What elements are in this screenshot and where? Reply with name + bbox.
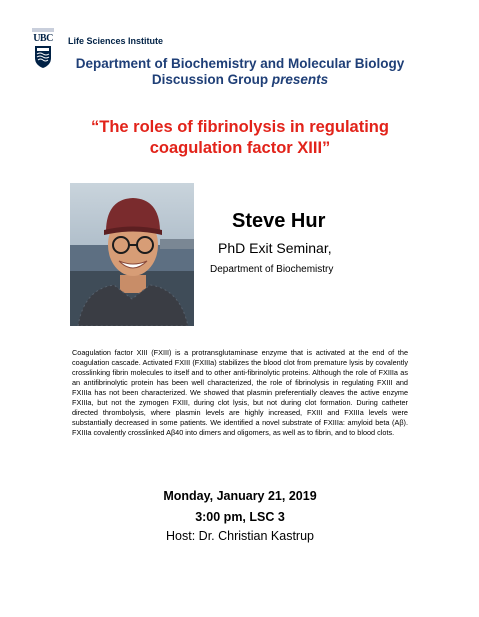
event-time-location: 3:00 pm, LSC 3 (195, 510, 285, 524)
ubc-logo (32, 28, 54, 70)
talk-title-line-2: coagulation factor XIII” (149, 139, 331, 157)
talk-title (40, 117, 440, 159)
ubc-crest-icon (34, 45, 52, 69)
logo-text: UBC (33, 33, 53, 44)
department-title (60, 56, 420, 88)
institute-name: Life Sciences Institute (68, 36, 164, 46)
speaker-department: Department of Biochemistry (210, 264, 334, 275)
seminar-type: PhD Exit Seminar, (218, 240, 332, 256)
abstract-text: Coagulation factor XIII (FXIII) is a protransglutaminase enzyme that is activated at the end of the coagulation cascade. Activated FXIII (FXIIIa) stabilizes the blood clot from premature lysis by covalently crosslinking fibrin molecules to itself and to other anti-fibrinolytic proteins. Although the role of FXIIIa as an antifibrinolytic protein has been well characterized, the role of fibrinolysis in regulating FXIII and FXIIIa has not been characterized. We showed that plasmin preferentially cleaves the active enzyme FXIIIa, but not the zymogen FXIII, during clot lysis, but not during clot formation. During catheter directed thrombolysis, where plasmin levels are highly increased, FXIII and FXIIIa levels were substantially decreased in some patients. We identified a novel substrate of FXIIIa: amyloid beta (Aβ). FXIIIa covalently crosslinked Aβ40 into dimers and oligomers, as well as to fibrin, and to blood clots. (72, 348, 408, 437)
speaker-name: Steve Hur (232, 210, 326, 232)
event-date: Monday, January 21, 2019 (163, 489, 317, 503)
speaker-photo-illustration (70, 183, 194, 326)
logo-top-bar (32, 28, 54, 32)
department-line: Department of Biochemistry and Molecular Biology (75, 56, 405, 71)
event-host: Host: Dr. Christian Kastrup (166, 529, 314, 543)
presents-text: presents (271, 72, 329, 87)
speaker-photo (70, 183, 194, 326)
discussion-group-text: Discussion Group (151, 72, 272, 87)
discussion-group-line (60, 72, 420, 88)
talk-title-line-1: “The roles of fibrinolysis in regulating (91, 118, 389, 136)
